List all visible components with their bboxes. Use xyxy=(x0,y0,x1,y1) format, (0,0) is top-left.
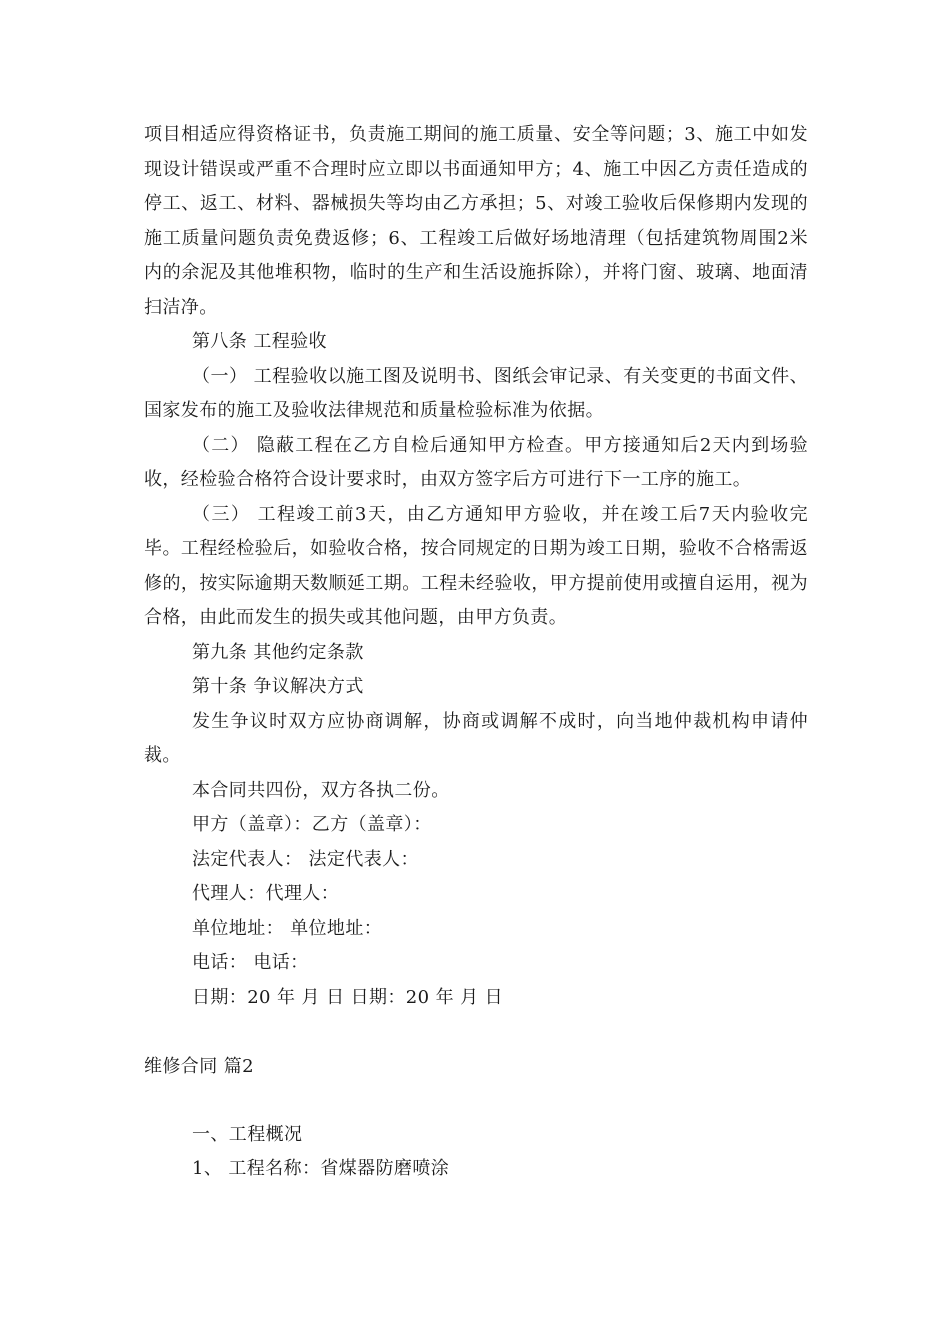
contract-body xyxy=(144,118,808,1015)
paragraph-obligations: 项目相适应得资格证书，负责施工期间的施工质量、安全等问题；3、施工中如发现设计错误或严重不合理时应立即以书面通知甲方；4、施工中因乙方责任造成的停工、返工、材料、器械损失等均由乙方承担；5、对竣工验收后保修期内发现的施工质量问题负责免费返修；6、工程竣工后做好场地清理（包括建筑物周围2米内的余泥及其他堆积物，临时的生产和生活设施拆除），并将门窗、玻璃、地面清扫洁净。 xyxy=(144,124,808,318)
article-10-body: 发生争议时双方应协商调解，协商或调解不成时，向当地仲裁机构申请仲裁。 xyxy=(144,710,808,766)
article-9-title: 第九条 其他约定条款 xyxy=(192,641,364,663)
copies-statement: 本合同共四份，双方各执二份。 xyxy=(192,779,450,801)
signature-legal-rep: 法定代表人： 法定代表人： xyxy=(192,848,419,870)
section-2-item-1: 1、 工程名称：省煤器防磨喷涂 xyxy=(192,1158,450,1179)
article-8-title: 第八条 工程验收 xyxy=(192,331,327,352)
section-2-heading: 维修合同 篇2 xyxy=(144,1056,254,1077)
signature-party: 甲方（盖章）：乙方（盖章）： xyxy=(192,814,432,835)
signature-phone: 电话： 电话： xyxy=(192,952,309,973)
article-8-clause-1: （一） 工程验收以施工图及说明书、图纸会审记录、有关变更的书面文件、国家发布的施工及验收法律规范和质量检验标准为依据。 xyxy=(144,365,808,421)
signature-address: 单位地址： 单位地址： xyxy=(192,917,383,939)
section-2-part-1-title: 一、工程概况 xyxy=(192,1124,303,1145)
article-8-clause-3: （三） 工程竣工前3天，由乙方通知甲方验收，并在竣工后7天内验收完毕。工程经检验后，如验收合格，按合同规定的日期为竣工日期，验收不合格需返修的，按实际逾期天数顺延工期。工程未经验收，甲方提前使用或擅自运用，视为合格，由此而发生的损失或其他问题，由甲方负责。 xyxy=(144,503,808,628)
article-10-title: 第十条 争议解决方式 xyxy=(192,676,364,697)
article-8-clause-2: （二） 隐蔽工程在乙方自检后通知甲方检查。甲方接通知后2天内到场验收，经检验合格符合设计要求时，由双方签字后方可进行下一工序的施工。 xyxy=(144,434,808,490)
signature-agent: 代理人：代理人： xyxy=(192,883,340,904)
signature-date: 日期：20 年 月 日 日期：20 年 月 日 xyxy=(192,986,504,1008)
